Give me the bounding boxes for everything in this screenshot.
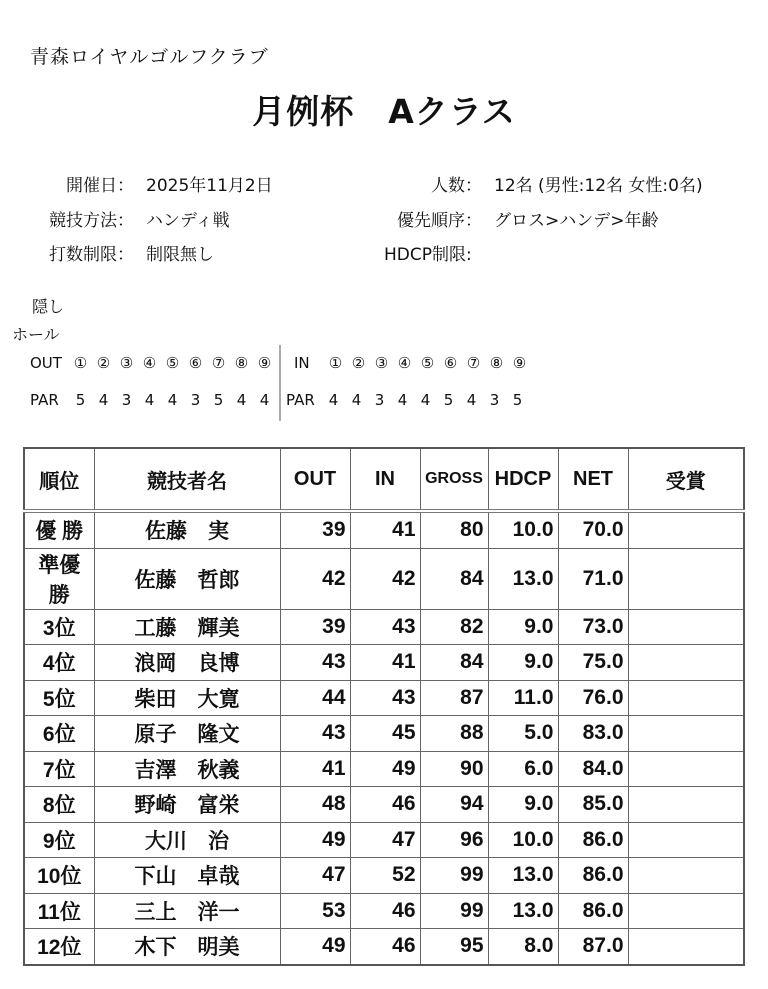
table-row: [24, 787, 744, 823]
hole-marker: ②: [96, 354, 111, 372]
info-limit: [30, 240, 214, 265]
count-value: 12名 (男性:12名 女性:0名): [494, 176, 703, 196]
rank-cell: 9位: [24, 822, 94, 858]
out-score-cell: 44: [280, 680, 350, 716]
player-name-cell: 下山 卓哉: [94, 858, 280, 894]
award-cell: [628, 787, 744, 823]
gross-score-cell: 99: [420, 893, 488, 929]
net-score-cell: 75.0: [558, 645, 628, 681]
in-score-cell: 42: [350, 548, 420, 609]
in-score-cell: 52: [350, 858, 420, 894]
col-award-header: 受賞: [628, 448, 744, 511]
count-label: 人数：: [431, 176, 482, 196]
table-row: [24, 645, 744, 681]
gross-score-cell: 99: [420, 858, 488, 894]
hole-marker: ③: [374, 354, 389, 372]
table-row: [24, 716, 744, 752]
rank-cell: 10位: [24, 858, 94, 894]
table-row: [24, 511, 744, 548]
par-value: 5: [213, 391, 224, 409]
rank-cell: 12位: [24, 929, 94, 965]
gross-score-cell: 94: [420, 787, 488, 823]
hdcp-cell: 13.0: [488, 858, 558, 894]
table-row: [24, 609, 744, 645]
net-score-cell: 84.0: [558, 751, 628, 787]
hole-marker: ④: [142, 354, 157, 372]
results-table: [23, 447, 745, 966]
player-name-cell: 三上 洋一: [94, 893, 280, 929]
out-score-cell: 48: [280, 787, 350, 823]
in-par-label: PAR: [286, 391, 315, 409]
net-score-cell: 85.0: [558, 787, 628, 823]
net-score-cell: 86.0: [558, 822, 628, 858]
col-hdcp-header: HDCP: [488, 448, 558, 511]
rank-cell: 11位: [24, 893, 94, 929]
award-cell: [628, 680, 744, 716]
hdcp-cell: 9.0: [488, 645, 558, 681]
table-row: [24, 751, 744, 787]
award-cell: [628, 645, 744, 681]
info-hdcp: [384, 240, 484, 265]
net-score-cell: 73.0: [558, 609, 628, 645]
out-score-cell: 43: [280, 716, 350, 752]
out-score-cell: 49: [280, 822, 350, 858]
rank-cell: 5位: [24, 680, 94, 716]
par-value: 4: [167, 391, 178, 409]
hdcp-cell: 13.0: [488, 548, 558, 609]
gross-score-cell: 84: [420, 645, 488, 681]
gross-score-cell: 87: [420, 680, 488, 716]
par-value: 4: [351, 391, 362, 409]
out-score-cell: 49: [280, 929, 350, 965]
hdcp-cell: 11.0: [488, 680, 558, 716]
gross-score-cell: 84: [420, 548, 488, 609]
player-name-cell: 工藤 輝美: [94, 609, 280, 645]
net-score-cell: 83.0: [558, 716, 628, 752]
priority-label: 優先順序：: [397, 211, 482, 231]
info-method: [30, 206, 230, 231]
limit-label: 打数制限：: [49, 245, 134, 265]
date-value: 2025年11月2日: [146, 176, 273, 196]
hdcp-cell: 10.0: [488, 822, 558, 858]
col-rank-header: 順位: [24, 448, 94, 511]
hdcp-cell: 8.0: [488, 929, 558, 965]
hole-marker: ③: [119, 354, 134, 372]
hole-marker: ⑦: [466, 354, 481, 372]
priority-value: グロス>ハンデ>年齢: [494, 211, 659, 231]
info-priority: [384, 206, 659, 231]
hole-marker: ⑨: [512, 354, 527, 372]
net-score-cell: 87.0: [558, 929, 628, 965]
award-cell: [628, 609, 744, 645]
player-name-cell: 原子 隆文: [94, 716, 280, 752]
in-holes-row: [294, 354, 531, 372]
hdcp-cell: 5.0: [488, 716, 558, 752]
par-value: 5: [75, 391, 86, 409]
in-score-cell: 43: [350, 680, 420, 716]
par-value: 3: [190, 391, 201, 409]
award-cell: [628, 751, 744, 787]
table-header-row: [24, 448, 744, 511]
in-score-cell: 45: [350, 716, 420, 752]
player-name-cell: 柴田 大寛: [94, 680, 280, 716]
in-score-cell: 43: [350, 609, 420, 645]
out-score-cell: 39: [280, 609, 350, 645]
col-in-header: IN: [350, 448, 420, 511]
rank-cell: 6位: [24, 716, 94, 752]
limit-value: 制限無し: [146, 245, 214, 265]
par-value: 4: [420, 391, 431, 409]
out-score-cell: 41: [280, 751, 350, 787]
player-name-cell: 野崎 富栄: [94, 787, 280, 823]
hole-marker: ⑥: [443, 354, 458, 372]
net-score-cell: 70.0: [558, 511, 628, 548]
hole-marker: ⑥: [188, 354, 203, 372]
par-value: 3: [489, 391, 500, 409]
award-cell: [628, 716, 744, 752]
in-score-cell: 49: [350, 751, 420, 787]
rank-cell: 4位: [24, 645, 94, 681]
award-cell: [628, 548, 744, 609]
player-name-cell: 浪岡 良博: [94, 645, 280, 681]
hole-marker: ②: [351, 354, 366, 372]
par-value: 4: [236, 391, 247, 409]
par-value: 3: [121, 391, 132, 409]
player-name-cell: 吉澤 秋義: [94, 751, 280, 787]
club-name: 青森ロイヤルゴルフクラブ: [30, 46, 269, 68]
award-cell: [628, 822, 744, 858]
table-row: [24, 822, 744, 858]
date-label: 開催日：: [66, 176, 134, 196]
gross-score-cell: 96: [420, 822, 488, 858]
par-value: 3: [374, 391, 385, 409]
net-score-cell: 86.0: [558, 858, 628, 894]
table-row: [24, 893, 744, 929]
in-score-cell: 47: [350, 822, 420, 858]
out-label: OUT: [30, 354, 62, 372]
out-score-cell: 42: [280, 548, 350, 609]
col-gross-header: GROSS: [420, 448, 488, 511]
in-score-cell: 41: [350, 645, 420, 681]
hole-marker: ⑤: [420, 354, 435, 372]
hole-marker: ⑤: [165, 354, 180, 372]
hdcp-label: HDCP制限:: [384, 245, 472, 265]
par-value: 4: [466, 391, 477, 409]
player-name-cell: 木下 明美: [94, 929, 280, 965]
gross-score-cell: 90: [420, 751, 488, 787]
gross-score-cell: 88: [420, 716, 488, 752]
method-label: 競技方法：: [49, 211, 134, 231]
rank-cell: 準優勝: [24, 548, 94, 609]
award-cell: [628, 858, 744, 894]
col-out-header: OUT: [280, 448, 350, 511]
gross-score-cell: 82: [420, 609, 488, 645]
par-value: 5: [512, 391, 523, 409]
award-cell: [628, 893, 744, 929]
table-row: [24, 858, 744, 894]
out-score-cell: 47: [280, 858, 350, 894]
hole-marker: ⑧: [234, 354, 249, 372]
col-name-header: 競技者名: [94, 448, 280, 511]
in-score-cell: 46: [350, 787, 420, 823]
par-value: 5: [443, 391, 454, 409]
hdcp-cell: 13.0: [488, 893, 558, 929]
hdcp-cell: 6.0: [488, 751, 558, 787]
rank-cell: 優 勝: [24, 511, 94, 548]
method-value: ハンディ戦: [146, 211, 230, 231]
in-par-row: [286, 391, 529, 409]
player-name-cell: 佐藤 実: [94, 511, 280, 548]
net-score-cell: 86.0: [558, 893, 628, 929]
hole-marker: ①: [73, 354, 88, 372]
gross-score-cell: 95: [420, 929, 488, 965]
table-row: [24, 680, 744, 716]
hole-marker: ④: [397, 354, 412, 372]
gross-score-cell: 80: [420, 511, 488, 548]
out-par-label: PAR: [30, 391, 59, 409]
player-name-cell: 佐藤 哲郎: [94, 548, 280, 609]
table-row: [24, 548, 744, 609]
info-count: [384, 171, 703, 196]
col-net-header: NET: [558, 448, 628, 511]
out-score-cell: 39: [280, 511, 350, 548]
par-value: 4: [98, 391, 109, 409]
info-date: [30, 171, 273, 196]
rank-cell: 7位: [24, 751, 94, 787]
out-in-divider: [279, 345, 281, 421]
hole-marker: ⑦: [211, 354, 226, 372]
hole-marker: ①: [328, 354, 343, 372]
rank-cell: 8位: [24, 787, 94, 823]
net-score-cell: 71.0: [558, 548, 628, 609]
out-par-row: [30, 391, 276, 409]
in-score-cell: 46: [350, 893, 420, 929]
in-score-cell: 46: [350, 929, 420, 965]
hidden-holes-label-1: 隠し: [32, 297, 65, 316]
in-score-cell: 41: [350, 511, 420, 548]
table-row: [24, 929, 744, 965]
hdcp-cell: 10.0: [488, 511, 558, 548]
results-body: [24, 511, 744, 965]
hole-marker: ⑨: [257, 354, 272, 372]
out-score-cell: 43: [280, 645, 350, 681]
hdcp-cell: 9.0: [488, 787, 558, 823]
par-value: 4: [328, 391, 339, 409]
rank-cell: 3位: [24, 609, 94, 645]
out-holes-row: [30, 354, 276, 372]
hole-marker: ⑧: [489, 354, 504, 372]
net-score-cell: 76.0: [558, 680, 628, 716]
par-value: 4: [144, 391, 155, 409]
in-label: IN: [294, 354, 310, 372]
hidden-holes-label-2: ホール: [12, 325, 60, 344]
out-score-cell: 53: [280, 893, 350, 929]
award-cell: [628, 511, 744, 548]
par-value: 4: [397, 391, 408, 409]
player-name-cell: 大川 治: [94, 822, 280, 858]
page-title: 月例杯 Aクラス: [252, 92, 516, 131]
award-cell: [628, 929, 744, 965]
hdcp-cell: 9.0: [488, 609, 558, 645]
par-value: 4: [259, 391, 270, 409]
